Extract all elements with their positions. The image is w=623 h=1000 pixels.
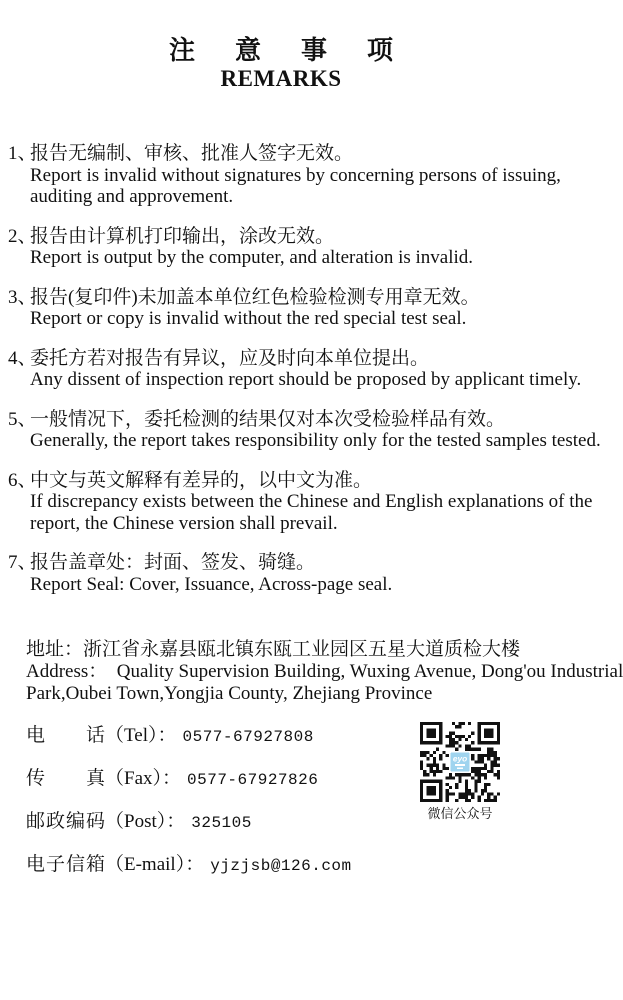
remark-number: 4、 (8, 347, 37, 369)
page-title-zh (0, 36, 562, 66)
remark-text-en (30, 574, 623, 596)
contact-label-en: （Fax）： (105, 768, 182, 789)
remark-item (8, 552, 623, 595)
remark-text-en-line: Any dissent of inspection report should be proposed by applicant timely. (30, 369, 582, 390)
remark-item (8, 348, 623, 391)
remark-number: 1、 (8, 143, 37, 164)
remark-text-zh: 报告无编制、审核、批准人签字无效。 (30, 143, 354, 164)
wechat-qr-label: 微信公众号 (427, 806, 493, 821)
remark-text-en-line: Report or copy is invalid without the red special test seal. (30, 308, 467, 329)
remark-item (8, 226, 623, 269)
address-block (26, 639, 623, 705)
contact-row (26, 768, 623, 791)
page-title-en: REMARKS (220, 66, 342, 91)
address-en-line: Park,Oubei Town,Yongjia County, Zhejiang Province (26, 683, 433, 704)
remark-item (8, 409, 623, 452)
contact-row (26, 811, 623, 834)
remark-item (8, 287, 623, 330)
page-header (0, 0, 562, 92)
wechat-qr-block (420, 722, 500, 821)
contact-value: yjzjsb@126.com (210, 857, 352, 875)
contact-value: 0577-67927826 (187, 771, 319, 789)
remarks-list (0, 143, 623, 595)
remark-number: 3、 (8, 286, 37, 308)
remark-item (8, 143, 623, 208)
remark-text-en-line: report, the Chinese version shall prevail. (30, 512, 338, 534)
remark-text-en-line: Report is output by the computer, and alteration is invalid. (30, 247, 474, 268)
remark-text-zh: 委托方若对报告有异议，应及时向本单位提出。 (30, 347, 430, 369)
contact-label-en: （Tel）： (105, 725, 177, 746)
remark-text-en-line: auditing and approvement. (30, 186, 234, 207)
remark-text-zh: 报告盖章处：封面、签发、骑缝。 (30, 552, 316, 573)
remark-text-en (30, 369, 623, 391)
contact-label-zh: 电子信箱 (26, 854, 105, 875)
contact-label-en: （E-mail）： (105, 854, 205, 875)
remark-number: 5、 (8, 408, 37, 430)
wechat-qr-code (420, 722, 500, 802)
remark-number: 7、 (8, 552, 37, 573)
remark-text-en-line: Report is invalid without signatures by concerning persons of issuing, (30, 164, 561, 186)
contact-label-en: （Post）： (105, 811, 186, 832)
contact-list (0, 725, 623, 877)
remark-text-zh: 中文与英文解释有差异的，以中文为准。 (30, 469, 373, 491)
page-title-zh-text: 注意事项 (168, 36, 433, 65)
remark-text-zh: 报告(复印件)未加盖本单位红色检验检测专用章无效。 (30, 286, 480, 308)
remark-text-en-line: Generally, the report takes responsibility only for the tested samples tested. (30, 430, 601, 451)
remark-text-en (30, 308, 623, 330)
remark-text-en (30, 491, 623, 534)
contact-label-zh: 传真 (26, 768, 105, 789)
remark-text-en-line: If discrepancy exists between the Chinese and English explanations of the (30, 491, 593, 512)
remark-item (8, 470, 623, 535)
remark-text-en-line: Report Seal: Cover, Issuance, Across-page seal. (30, 573, 393, 595)
remark-text-zh: 报告由计算机打印输出，涂改无效。 (30, 225, 335, 247)
contact-row (26, 854, 623, 877)
address-zh: 地址：浙江省永嘉县瓯北镇东瓯工业园区五星大道质检大楼 (26, 639, 521, 660)
remark-text-en (30, 247, 623, 269)
contact-value: 325105 (191, 814, 252, 832)
contact-value: 0577-67927808 (182, 728, 314, 746)
contact-label-zh: 电话 (26, 725, 105, 746)
address-en-line: Address： Quality Supervision Building, Wuxing Avenue, Dong'ou Industrial (26, 661, 623, 682)
remark-number: 6、 (8, 469, 37, 491)
address-en (26, 661, 623, 705)
remark-text-en (30, 165, 623, 208)
contact-label-zh: 邮政编码 (26, 811, 105, 832)
svg-text:eyo: eyo (452, 753, 468, 764)
remark-number: 2、 (8, 225, 37, 247)
remark-text-zh: 一般情况下，委托检测的结果仅对本次受检验样品有效。 (30, 408, 506, 430)
contact-row (26, 725, 623, 748)
contact-section (0, 725, 623, 877)
remark-text-en (30, 430, 623, 452)
